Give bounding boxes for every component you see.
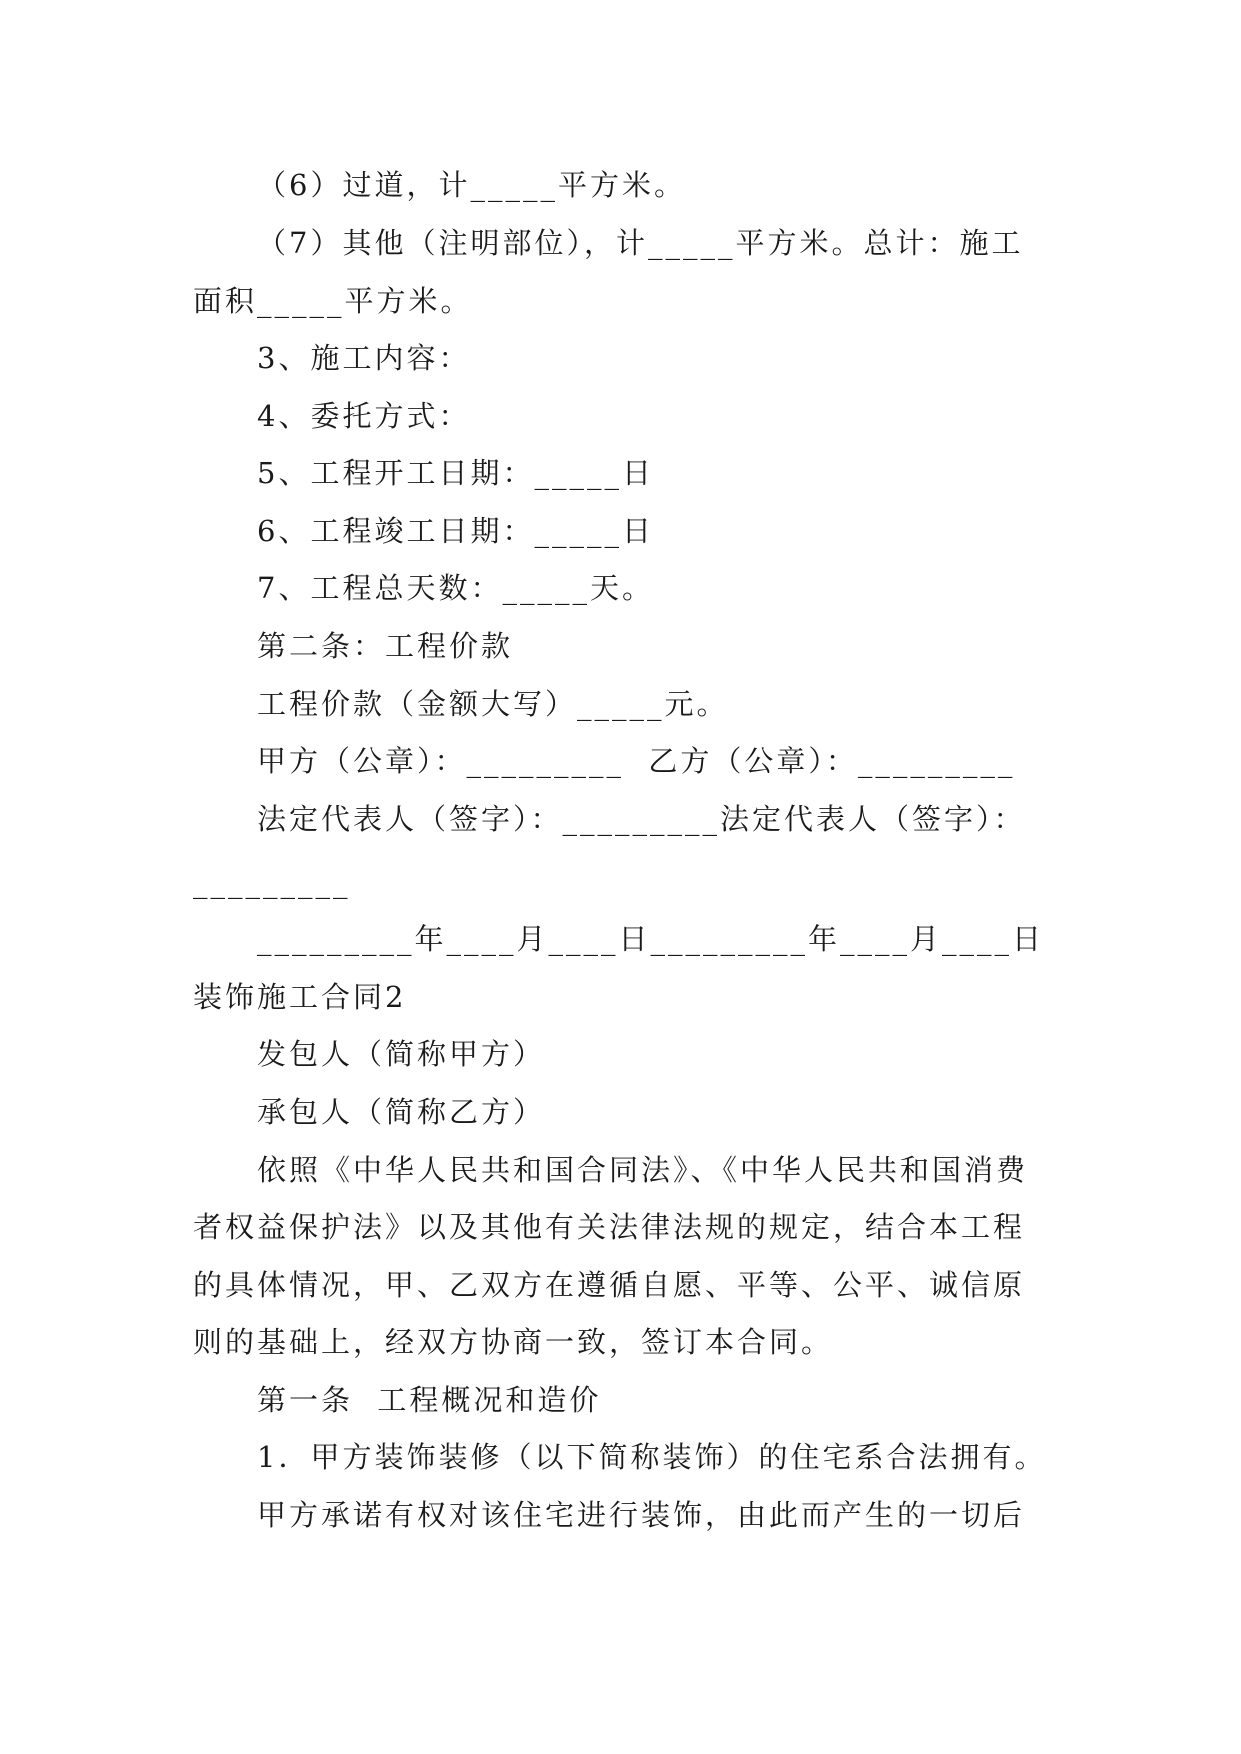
paragraph-line: 者权益保护法》以及其他有关法律法规的规定，结合本工程 bbox=[193, 1210, 1026, 1244]
section-heading: 第一条 工程概况和造价 bbox=[257, 1383, 602, 1417]
text-line: 工程价款（金额大写）_____元。 bbox=[257, 687, 729, 721]
text-line: 3、施工内容： bbox=[257, 341, 471, 375]
section-heading: 第二条：工程价款 bbox=[257, 629, 514, 663]
text-line: （6）过道，计_____平方米。 bbox=[257, 168, 686, 202]
text-line: 承包人（简称乙方） bbox=[257, 1095, 546, 1129]
text-line: 6、工程竣工日期：_____日 bbox=[257, 514, 654, 548]
paragraph-line: 依照《中华人民共和国合同法》、《中华人民共和国消费 bbox=[257, 1153, 1029, 1187]
signature-line: 法定代表人（签字）：_________法定代表人（签字）： bbox=[257, 802, 1026, 836]
text-line: 发包人（简称甲方） bbox=[257, 1037, 546, 1071]
text-line: 面积_____平方米。 bbox=[193, 284, 473, 318]
signature-line: 甲方（公章）：_________ 乙方（公章）：_________ bbox=[257, 744, 1016, 778]
signature-blank: _________ bbox=[193, 865, 351, 899]
date-line: _________年____月____日_________年____月____日 bbox=[257, 922, 1045, 956]
paragraph-line: 的具体情况，甲、乙双方在遵循自愿、平等、公平、诚信原 bbox=[193, 1268, 1026, 1302]
text-line: 7、工程总天数：_____天。 bbox=[257, 571, 654, 605]
paragraph-line: 1．甲方装饰装修（以下简称装饰）的住宅系合法拥有。 bbox=[257, 1440, 1047, 1474]
text-line: 5、工程开工日期：_____日 bbox=[257, 456, 654, 490]
text-line: （7）其他（注明部位），计_____平方米。总计：施工 bbox=[257, 226, 1024, 260]
paragraph-line: 甲方承诺有权对该住宅进行装饰，由此而产生的一切后 bbox=[257, 1498, 1026, 1532]
document-title: 装饰施工合同2 bbox=[193, 980, 407, 1014]
paragraph-line: 则的基础上，经双方协商一致，签订本合同。 bbox=[193, 1325, 834, 1359]
text-line: 4、委托方式： bbox=[257, 399, 471, 433]
